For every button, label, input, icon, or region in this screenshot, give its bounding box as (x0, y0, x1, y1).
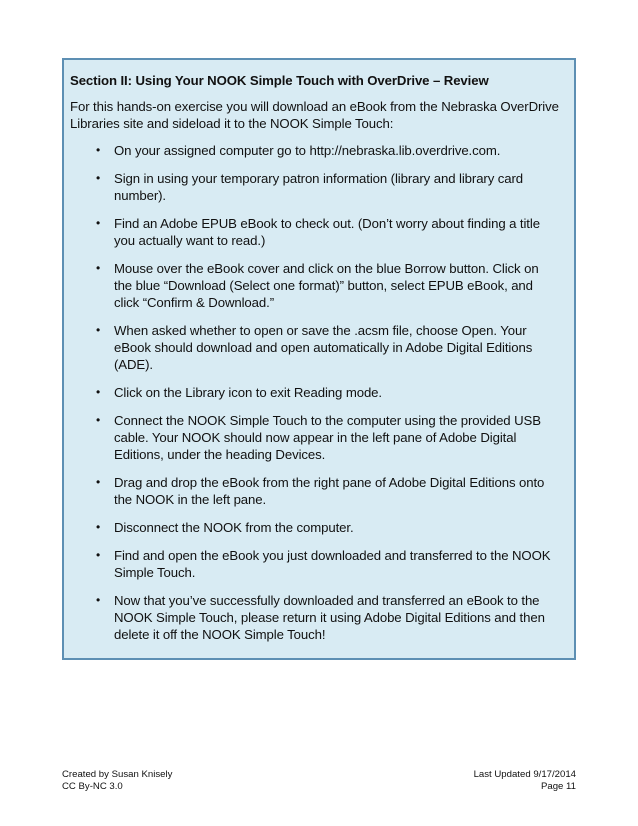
step-text: Sign in using your temporary patron information (library and library card number). (114, 171, 524, 203)
step-text: Connect the NOOK Simple Touch to the computer using the provided USB cable. Your NOOK should now appear in the left pane of Adobe Digital Editions, under the heading Devices. (114, 413, 541, 462)
step-text: Find an Adobe EPUB eBook to check out. (Don’t worry about finding a title you actually want to read.) (114, 216, 540, 248)
author-credit: Created by Susan Knisely (62, 769, 173, 780)
bullet-icon: • (96, 171, 101, 185)
step-text: Disconnect the NOOK from the computer. (114, 520, 354, 535)
bullet-icon: • (96, 548, 101, 562)
intro-paragraph: For this hands-on exercise you will download an eBook from the Nebraska OverDrive Libraries site and sideload it to the NOOK Simple Touch: (70, 99, 559, 131)
bullet-icon: • (96, 216, 101, 230)
list-item (70, 474, 560, 508)
bullet-icon: • (96, 323, 101, 337)
list-item (70, 592, 560, 643)
step-text: Mouse over the eBook cover and click on the blue Borrow button. Click on the blue “Download (Select one format)” button, select EPUB eBook, and click “Confirm & Download.” (114, 261, 539, 310)
footer-row-top (62, 769, 576, 781)
list-item (70, 412, 560, 463)
page-footer (62, 769, 576, 793)
step-text: Click on the Library icon to exit Reading mode. (114, 385, 382, 400)
bullet-icon: • (96, 475, 101, 489)
review-box (62, 58, 576, 660)
list-item (70, 384, 560, 401)
last-updated: Last Updated 9/17/2014 (473, 769, 576, 780)
steps-list (70, 142, 560, 643)
step-text: When asked whether to open or save the .acsm file, choose Open. Your eBook should download and open automatically in Adobe Digital Editions (ADE). (114, 323, 533, 372)
bullet-icon: • (96, 520, 101, 534)
license-label: CC By-NC 3.0 (62, 781, 123, 792)
list-item (70, 260, 560, 311)
list-item (70, 170, 560, 204)
bullet-icon: • (96, 385, 101, 399)
list-item (70, 215, 560, 249)
step-text: Find and open the eBook you just downloaded and transferred to the NOOK Simple Touch. (114, 548, 551, 580)
bullet-icon: • (96, 143, 101, 157)
list-item (70, 547, 560, 581)
page-number: Page 11 (540, 781, 576, 792)
section-title: Section II: Using Your NOOK Simple Touch with OverDrive – Review (70, 73, 489, 88)
step-text: On your assigned computer go to http://nebraska.lib.overdrive.com. (114, 143, 501, 158)
list-item (70, 142, 560, 159)
bullet-icon: • (96, 593, 101, 607)
footer-row-bottom (62, 781, 576, 793)
list-item (70, 322, 560, 373)
list-item (70, 519, 560, 536)
bullet-icon: • (96, 261, 101, 275)
step-text: Now that you’ve successfully downloaded and transferred an eBook to the NOOK Simple Touch, please return it using Adobe Digital Editions and then delete it off the NOOK Simple Touch! (114, 593, 545, 642)
bullet-icon: • (96, 413, 101, 427)
step-text: Drag and drop the eBook from the right pane of Adobe Digital Editions onto the NOOK in the left pane. (114, 475, 545, 507)
